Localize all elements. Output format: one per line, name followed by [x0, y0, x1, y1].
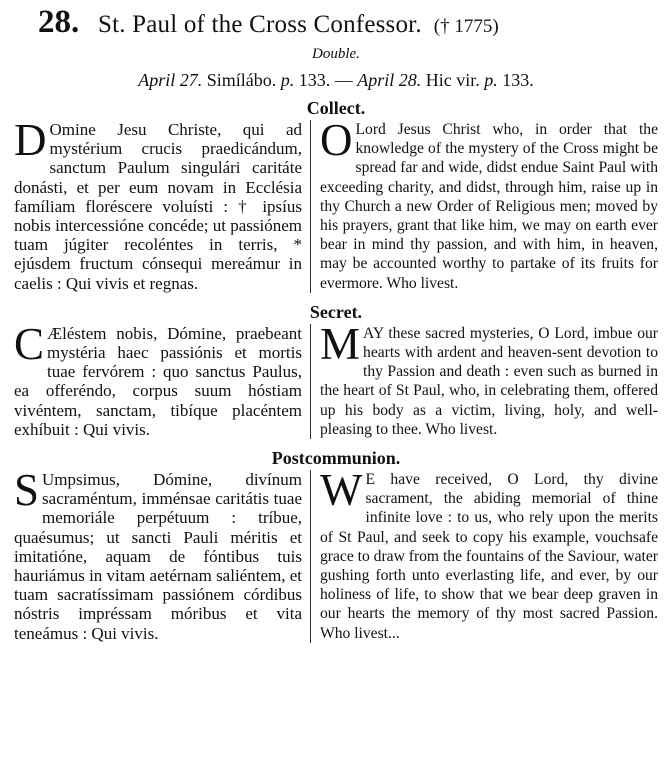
ref-page-label-2: p.	[484, 70, 498, 90]
ref-date-2: April 28.	[357, 70, 422, 90]
ref-page-2: 133.	[502, 70, 534, 90]
postcommunion-section	[14, 465, 658, 643]
secret-english	[310, 318, 658, 439]
postcommunion-latin	[14, 465, 310, 643]
secret-latin	[14, 318, 310, 439]
collect-section	[14, 115, 658, 293]
secret-latin-initial: C	[14, 318, 45, 369]
postcommunion-latin-first-word: Umpsimus,	[42, 470, 120, 490]
postcommunion-english-first-word: E	[365, 471, 376, 489]
collect-latin-first-word: Omine	[49, 120, 96, 139]
references-line	[14, 70, 658, 96]
ref-page-label-1: p.	[280, 70, 295, 90]
collect-latin	[14, 115, 310, 293]
secret-english-text: these sacred mysteries, O Lord, imbue our hearts with ardent and heaven-sent devotion to thy Passion and death : even such as burned in the heart of St Paul, who, in celebrating them, offered up his body as a victim, living, holy, and well-pleasing to thee. Who livest.	[320, 324, 658, 438]
ref-text-2: Hic vir.	[425, 70, 480, 90]
postcommunion-english-initial: W	[320, 465, 363, 516]
feast-death-year: († 1775)	[433, 16, 499, 37]
feast-header	[14, 4, 658, 44]
postcommunion-english	[310, 465, 658, 643]
collect-english-initial: O	[320, 115, 353, 165]
secret-latin-text: nobis, Dómine, praebeant mystéria haec passiónis et mortis tuae fervórem : quo sanctus Paulus, ea offeréndo, corpus suum hóstiam vivéntem, sanctam, tibíque placéntem exhíbuit : Qui vivis.	[14, 323, 302, 439]
postcommunion-title: Postcommunion.	[271, 448, 401, 469]
secret-section	[14, 318, 658, 439]
collect-latin-initial: D	[14, 115, 47, 165]
ref-date-1: April 27.	[138, 70, 203, 90]
feast-title: St. Paul of the Cross Confessor.	[98, 11, 422, 38]
feast-number: 28.	[38, 4, 80, 40]
secret-latin-first-word: Æléstem	[47, 323, 107, 343]
ref-separator: —	[334, 70, 353, 90]
collect-latin-text: Jesu Christe, qui ad mystérium crucis praedicándum, sanctum Paulum singulári caritáte donásti, et per eum novam in Ecclésia famíliam floréscere voluísti : † ipsíus nobis intercessióne concéde; ut passiónem tuam júgiter recoléntes in terris, * ejúsdem fructum cónsequi mereámur in caelis : Qui vivis et regnas.	[14, 120, 302, 293]
ref-page-1: 133.	[298, 70, 331, 90]
collect-english-text: Lord Jesus Christ who, in order that the knowledge of the mystery of the Cross might be spread far and wide, didst endue Saint Paul with exceeding charity, and didst, through him, raise up in thy Church a new Order of Religious men; moved by his prayers, grant that like him, we may on earth ever bear in mind thy passion, and with him, in heaven, may be accounted worthy to partake of its fruits for evermore. Who livest.	[320, 121, 658, 292]
postcommunion-english-text: have received, O Lord, thy divine sacrament, the abiding memorial of thine infinite love : to us, who rely upon the merits of St Paul, and seek to copy his example, vouchsafe grace to draw from the fountains of the Saviour, water gushing forth unto everlasting life, and ever, by our holiness of life, to show that we bear deep graven in our hearts the memory of thy most sacred Passion. Who livest...	[320, 471, 658, 642]
collect-title: Collect.	[306, 98, 366, 118]
postcommunion-latin-initial: S	[14, 465, 40, 516]
postcommunion-latin-text: Dómine, divínum sacraméntum, imménsae caritátis tuae memoriále perpétuum : tríbue, quaésumus; ut sancti Pauli méritis et imitatióne, aquam de fóntibus tuis hauriámus in vitam aetérnam saliéntem, et tuam sacratíssimam passiónem córdibus nóstris impréssam móribus et vita teneámus : Qui vivis.	[14, 470, 302, 643]
secret-english-initial: M	[320, 318, 361, 369]
collect-english	[310, 115, 658, 293]
secret-english-first-word: AY	[363, 324, 384, 342]
secret-title: Secret.	[309, 301, 363, 322]
ref-text-1: Simílábo.	[206, 70, 277, 90]
feast-rank: Double.	[312, 46, 360, 62]
